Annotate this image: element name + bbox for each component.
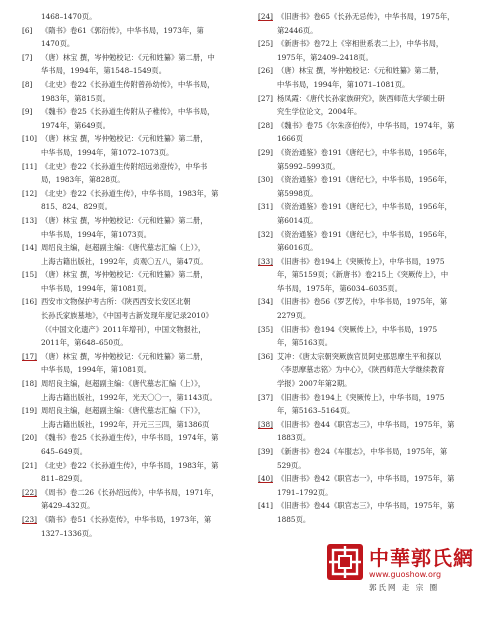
reference-item [22, 132, 240, 159]
reference-item [22, 431, 240, 458]
reference-item [22, 241, 240, 268]
reference-line: 局，1983年，第828页。 [41, 175, 125, 185]
reference-item [22, 51, 240, 78]
reference-text [41, 459, 240, 486]
reference-item [258, 92, 476, 119]
reference-line: 第2446页。 [277, 25, 318, 35]
reference-line: 年，第5163页。 [277, 338, 333, 348]
reference-line: 《资治通鉴》卷191《唐纪七》，中华书局，1956年， [277, 147, 452, 157]
reference-number: [6] [22, 25, 33, 35]
reference-text [277, 64, 476, 91]
reference-item [22, 24, 240, 51]
reference-item [258, 37, 476, 64]
reference-number: [40] [258, 474, 273, 484]
reference-text [277, 418, 476, 445]
reference-item [258, 418, 476, 445]
reference-text [41, 105, 240, 132]
reference-text [41, 24, 240, 51]
reference-line: 1974年，第649页。 [41, 120, 110, 130]
reference-line: 年，第5163–5164页。 [277, 406, 355, 416]
reference-line: 究生学位论文，2004年。 [277, 107, 362, 117]
reference-number: [19] [22, 406, 37, 416]
reference-line: 《隋书》卷61《郭衍传》，中华书局，1973年，第 [41, 25, 204, 35]
reference-text [41, 486, 240, 513]
reference-item [258, 119, 476, 146]
reference-number: [29] [258, 147, 273, 157]
reference-line: 1975年，第2409–2418页。 [277, 52, 373, 62]
reference-line: 中华书局，1994年，第1071–1081页。 [277, 79, 410, 89]
reference-line: 《旧唐书》卷194上《突厥传上》，中华书局，1975 [277, 256, 445, 266]
reference-item [258, 472, 476, 499]
reference-line: 《隋书》卷51《长孙览传》，中华书局，1973年，第 [41, 514, 212, 524]
reference-number: [33] [258, 256, 273, 266]
reference-item [22, 78, 240, 105]
reference-line: （《中国文化遗产》2011年增刊），中国文物报社， [41, 324, 206, 334]
reference-line: 645–649页。 [41, 447, 88, 456]
reference-number: [30] [258, 175, 273, 185]
reference-line: 西安市文物保护考古所：《陕西西安长安区北朝 [41, 297, 191, 307]
reference-item [258, 445, 476, 472]
reference-text [277, 255, 476, 296]
reference-line: 811–829页。 [41, 474, 88, 484]
reference-number: [24] [258, 12, 273, 21]
reference-item [258, 391, 476, 418]
reference-text [277, 391, 476, 418]
reference-text [277, 10, 476, 37]
reference-number: [28] [258, 120, 273, 130]
reference-number: [35] [258, 324, 273, 334]
reference-number: [21] [22, 460, 37, 470]
reference-item [22, 486, 240, 513]
reference-number: [23] [22, 514, 37, 524]
reference-line: 《旧唐书》卷56《罗艺传》，中华书局，1975年，第 [277, 297, 448, 307]
reference-line: 1883页。 [277, 433, 311, 443]
reference-number: [14] [22, 243, 37, 253]
reference-line: 1983年，第815页。 [41, 93, 110, 103]
reference-line: 《旧唐书》卷42《职官志一》，中华书局，1975年，第 [277, 474, 455, 484]
reference-text [277, 173, 476, 200]
reference-number: [37] [258, 392, 273, 402]
right-column [258, 10, 476, 527]
reference-item [258, 499, 476, 526]
reference-text [41, 350, 240, 377]
lead-continuation: 1468–1470页。 [41, 12, 97, 21]
reference-line: 1327–1336页。 [41, 528, 97, 538]
reference-text [277, 445, 476, 472]
reference-line: 《北史》卷22《长孙道生传》，中华书局，1983年，第 [41, 460, 219, 470]
reference-number: [13] [22, 215, 37, 225]
reference-text [41, 295, 240, 349]
reference-item [22, 513, 240, 540]
reference-line: 《资治通鉴》卷191《唐纪七》，中华书局，1956年， [277, 229, 452, 239]
reference-line: 815、824、829页。 [41, 202, 112, 212]
reference-line: 《新唐书》卷24《车服志》，中华书局，1975年，第 [277, 447, 448, 456]
reference-line: 华书局，1975年，第6034–6035页。 [277, 283, 403, 293]
reference-line: 艾冲：《唐太宗朝突厥族官员阿史那思摩生平和探以 [277, 351, 442, 361]
reference-text [41, 404, 240, 431]
logo-slogan: 郭氏网 走 宗 圈 [369, 583, 440, 592]
reference-item [22, 214, 240, 241]
reference-line: 1885页。 [277, 514, 311, 524]
reference-line: 《周书》卷二26《长孙绍远传》，中华书局，1971年， [41, 487, 219, 497]
reference-number: [25] [258, 39, 273, 49]
reference-line: 上海古籍出版社，1992年，开元三三四，第1386页 [41, 419, 210, 429]
reference-item [22, 377, 240, 404]
reference-line: 中华书局，1994年，第1072–1073页。 [41, 147, 174, 157]
reference-line: 《魏书》卷25《长孙道生传附从子稚传》，中华书局， [41, 107, 215, 117]
reference-line: 《旧唐书》卷65《长孙无忌传》，中华书局，1975年， [277, 12, 455, 21]
reference-text [41, 78, 240, 105]
logo-name: 中華郭氏網 [369, 546, 474, 570]
site-logo [325, 540, 490, 622]
reference-line: 2011年，第648–650页。 [41, 338, 128, 348]
reference-line: 〈李思摩墓志铭〉为中心》，《陕西师范大学继续教育 [277, 365, 445, 375]
reference-number: [11] [22, 161, 37, 171]
reference-text [277, 228, 476, 255]
reference-line: 中华书局，1994年，第1081页。 [41, 365, 152, 375]
reference-item [258, 255, 476, 296]
reference-line: 第5998页。 [277, 188, 318, 198]
reference-line: 杨凤霞：《唐代长孙家族研究》，陕西师范大学硕士研 [277, 93, 445, 103]
reference-line: （唐）林宝 撰，岑仲勉校记：《元和姓纂》第二册， [41, 351, 208, 361]
reference-item [22, 187, 240, 214]
left-column [22, 10, 240, 540]
reference-line: 《旧唐书》卷44《职官志三》，中华书局，1975年，第 [277, 419, 455, 429]
reference-number: [15] [22, 270, 37, 280]
reference-line: 《旧唐书》卷194《突厥传上》，中华书局，1975 [277, 324, 438, 334]
reference-line: 第6014页。 [277, 215, 318, 225]
reference-line: 《旧唐书》卷194上《突厥传上》，中华书局，1975 [277, 392, 445, 402]
reference-line: 上海古籍出版社，1992年，光天〇〇一，第1143页。 [41, 392, 217, 402]
right-reference-list [258, 10, 476, 527]
reference-line: （唐）林宝 撰，岑仲勉校记：《元和姓纂》第二册， [41, 134, 208, 144]
reference-number: [17] [22, 351, 37, 361]
reference-line: （唐）林宝 撰，岑仲勉校记：《元和姓纂》第二册， [41, 215, 208, 225]
reference-line: 《魏书》卷75《尔朱彦伯传》，中华书局，1974年，第 [277, 120, 455, 130]
reference-line: 1470页。 [41, 39, 75, 49]
reference-line: 《旧唐书》卷44《职官志三》，中华书局，1975年，第 [277, 501, 455, 511]
reference-number: [22] [22, 487, 37, 497]
left-reference-list [22, 24, 240, 541]
reference-number: [32] [258, 229, 273, 239]
reference-item [258, 10, 476, 37]
reference-item [22, 105, 240, 132]
reference-line: （唐）林宝 撰，岑仲勉校记：《元和姓纂》第二册， [41, 270, 208, 280]
reference-text [41, 377, 240, 404]
reference-number: [12] [22, 188, 37, 198]
reference-line: 周绍良主编，赵超副主编：《唐代墓志汇编（上）》， [41, 379, 206, 389]
reference-line: 《北史》卷22《长孙道生传》，中华书局，1983年，第 [41, 188, 219, 198]
reference-line: 上海古籍出版社，1992年，贞观〇五八，第47页。 [41, 256, 208, 266]
reference-text [41, 513, 240, 540]
reference-item [22, 459, 240, 486]
reference-number: [26] [258, 66, 273, 76]
reference-line: （唐）林宝 撰，岑仲勉校记：《元和姓纂》第二册， [277, 66, 444, 76]
reference-number: [41] [258, 501, 273, 511]
reference-text [41, 51, 240, 78]
reference-text [41, 214, 240, 241]
reference-text [41, 160, 240, 187]
reference-number: [20] [22, 433, 37, 443]
reference-line: 1666页 [277, 134, 303, 144]
reference-item [258, 173, 476, 200]
reference-text [277, 323, 476, 350]
reference-line: 华书局，1994年，第1548–1549页。 [41, 66, 167, 76]
reference-text [41, 187, 240, 214]
reference-item [258, 64, 476, 91]
reference-line: 529页。 [277, 460, 306, 470]
reference-item [22, 350, 240, 377]
reference-line: 中华书局，1994年，第1081页。 [41, 283, 152, 293]
reference-item [22, 295, 240, 349]
reference-item [258, 350, 476, 391]
reference-text [277, 295, 476, 322]
reference-item [258, 146, 476, 173]
reference-item [22, 160, 240, 187]
reference-line: 长孙氏家族墓地》，《中国考古新发现年度记录2010》 [41, 311, 213, 321]
reference-number: [36] [258, 351, 273, 361]
reference-number: [27] [258, 93, 273, 103]
reference-number: [18] [22, 379, 37, 389]
reference-number: [7] [22, 52, 33, 62]
reference-line: 1791–1792页。 [277, 487, 333, 497]
reference-line: 学报》2007年第2期。 [277, 379, 352, 389]
reference-line: 2279页。 [277, 311, 311, 321]
reference-line: 周绍良主编，赵超副主编：《唐代墓志汇编（上）》， [41, 243, 206, 253]
reference-item [22, 268, 240, 295]
reference-line: 《资治通鉴》卷191《唐纪七》，中华书局，1956年， [277, 175, 452, 185]
reference-text [277, 350, 476, 391]
reference-text [277, 472, 476, 499]
reference-text [277, 499, 476, 526]
reference-number: [10] [22, 134, 37, 144]
logo-url: www.guoshow.org [369, 570, 442, 579]
reference-number: [34] [258, 297, 273, 307]
reference-text [41, 268, 240, 295]
reference-number: [9] [22, 107, 33, 117]
reference-line: 《魏书》卷25《长孙道生传》，中华书局，1974年，第 [41, 433, 219, 443]
reference-text [277, 146, 476, 173]
reference-number: [39] [258, 447, 273, 456]
reference-line: 第5992–5993页。 [277, 161, 340, 171]
reference-text [41, 431, 240, 458]
reference-number: [31] [258, 202, 273, 212]
knot-emblem-icon [325, 542, 365, 582]
reference-number: [38] [258, 419, 273, 429]
reference-line: 中华书局，1994年，第1073页。 [41, 229, 152, 239]
reference-line: 年，第5159页；《新唐书》卷215上《突厥传上》，中 [277, 270, 449, 280]
reference-text [41, 132, 240, 159]
reference-number: [16] [22, 297, 37, 307]
reference-item [258, 200, 476, 227]
reference-line: 《资治通鉴》卷191《唐纪七》，中华书局，1956年， [277, 202, 452, 212]
reference-line: 第6016页。 [277, 243, 318, 253]
reference-line: 第429–432页。 [41, 501, 95, 511]
reference-item [258, 295, 476, 322]
reference-text [277, 92, 476, 119]
reference-line: 《北史》卷22《长孙道生传附绍远弟澄传》，中华书 [41, 161, 208, 171]
reference-item [258, 323, 476, 350]
reference-text [41, 241, 240, 268]
reference-line: 周绍良主编，赵超副主编：《唐代墓志汇编（下）》， [41, 406, 206, 416]
reference-line: （唐）林宝 撰，岑仲勉校记：《元和姓纂》第二册，中 [41, 52, 215, 62]
reference-text [277, 37, 476, 64]
reference-line: 《新唐书》卷72上《宰相世系表二上》，中华书局， [277, 39, 444, 49]
reference-line: 《北史》卷22《长孙道生传附曾孙幼传》，中华书局， [41, 79, 215, 89]
reference-item [22, 404, 240, 431]
reference-text [277, 119, 476, 146]
reference-item [258, 228, 476, 255]
reference-number: [8] [22, 79, 33, 89]
reference-text [277, 200, 476, 227]
